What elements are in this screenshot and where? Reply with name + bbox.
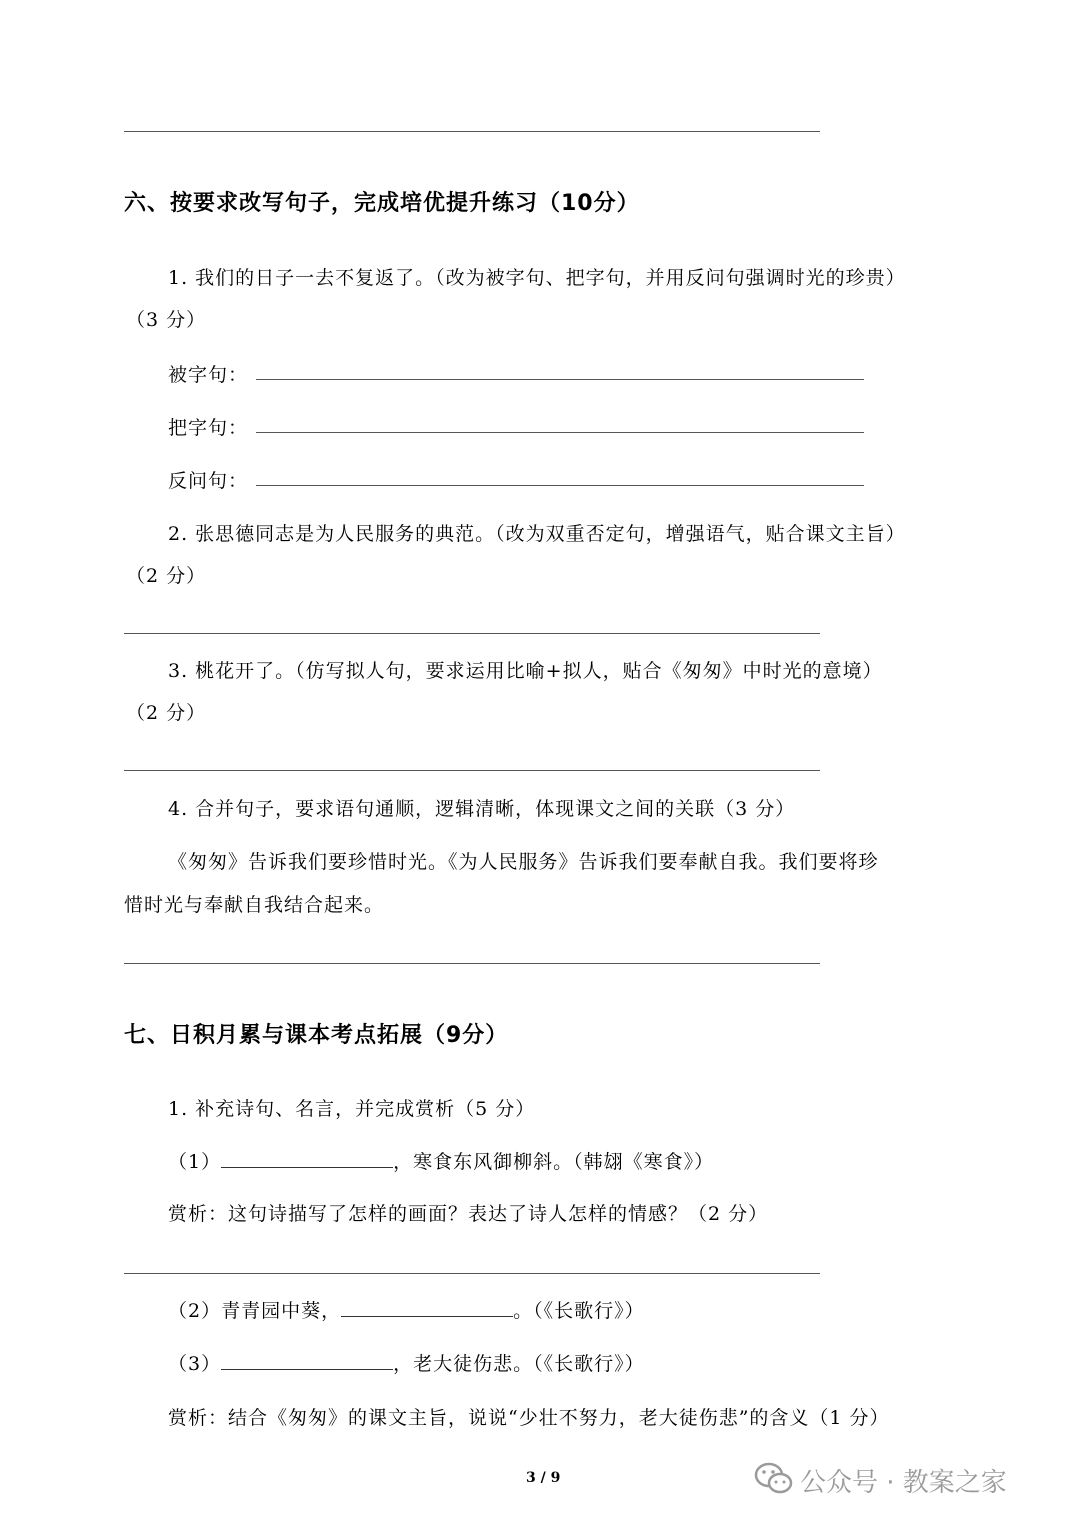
s7-analysis2: 赏析：结合《匆匆》的课文主旨，说说“少壮不努力，老大徒伤悲”的含义（1 分）: [168, 1407, 890, 1429]
fill-blank-2[interactable]: [341, 1298, 513, 1317]
answer-line-bei[interactable]: [256, 379, 864, 380]
label-rhetorical-question: 反问句：: [168, 470, 249, 492]
answer-line-q2[interactable]: [124, 633, 820, 634]
s6-q2-line1: 2. 张思德同志是为人民服务的典范。（改为双重否定句，增强语气，贴合课文主旨）: [168, 523, 906, 545]
wechat-icon: [754, 1461, 794, 1497]
section-7-heading: 七、日积月累与课本考点拓展（9分）: [124, 1023, 509, 1048]
page-number: 3 / 9: [526, 1470, 561, 1486]
s7-item2-rest: 。（《长歌行》）: [513, 1300, 645, 1322]
s6-q3-line1: 3. 桃花开了。（仿写拟人句，要求运用比喻+拟人，贴合《匆匆》中时光的意境）: [168, 660, 883, 682]
label-ba-sentence: 把字句：: [168, 417, 249, 439]
answer-line-q3[interactable]: [124, 770, 820, 771]
s7-item2-pre: （2）青青园中葵，: [168, 1300, 342, 1322]
s6-q3-line2: （2 分）: [126, 702, 207, 724]
label-bei-sentence: 被字句：: [168, 364, 249, 386]
s6-q4-line1: 4. 合并句子，要求语句通顺，逻辑清晰，体现课文之间的关联（3 分）: [168, 798, 796, 820]
s7-item3-number: （3）: [168, 1353, 222, 1375]
watermark-text: 公众号 · 教案之家: [800, 1468, 1007, 1498]
s6-q4-text1: 《匆匆》告诉我们要珍惜时光。《为人民服务》告诉我们要奉献自我。我们要将珍: [168, 851, 879, 873]
answer-line-analysis1[interactable]: [124, 1273, 820, 1274]
s6-q4-text2: 惜时光与奉献自我结合起来。: [124, 894, 385, 916]
answer-line-top: [124, 131, 820, 132]
s7-q1-line1: 1. 补充诗句、名言，并完成赏析（5 分）: [168, 1098, 536, 1120]
s7-item1-number: （1）: [168, 1151, 222, 1173]
fill-blank-3[interactable]: [221, 1351, 393, 1370]
s6-q2-line2: （2 分）: [126, 565, 207, 587]
s7-item1-rest: ，寒食东风御柳斜。（韩翃《寒食》）: [393, 1151, 715, 1173]
answer-line-ba[interactable]: [256, 432, 864, 433]
s6-q1-line2: （3 分）: [126, 309, 207, 331]
s7-item3: [168, 1349, 645, 1376]
fill-blank-1[interactable]: [221, 1149, 393, 1168]
section-6-heading: 六、按要求改写句子，完成培优提升练习（10分）: [124, 191, 640, 216]
s7-item1: [168, 1147, 714, 1174]
answer-line-q4[interactable]: [124, 963, 820, 964]
answer-line-rhetorical[interactable]: [256, 485, 864, 486]
s7-item3-rest: ，老大徒伤悲。（《长歌行》）: [393, 1353, 645, 1375]
s6-q1-line1: 1. 我们的日子一去不复返了。（改为被字句、把字句，并用反问句强调时光的珍贵）: [168, 267, 906, 289]
s7-analysis1: 赏析：这句诗描写了怎样的画面？表达了诗人怎样的情感？（2 分）: [168, 1203, 769, 1225]
s7-item2: [168, 1296, 645, 1323]
